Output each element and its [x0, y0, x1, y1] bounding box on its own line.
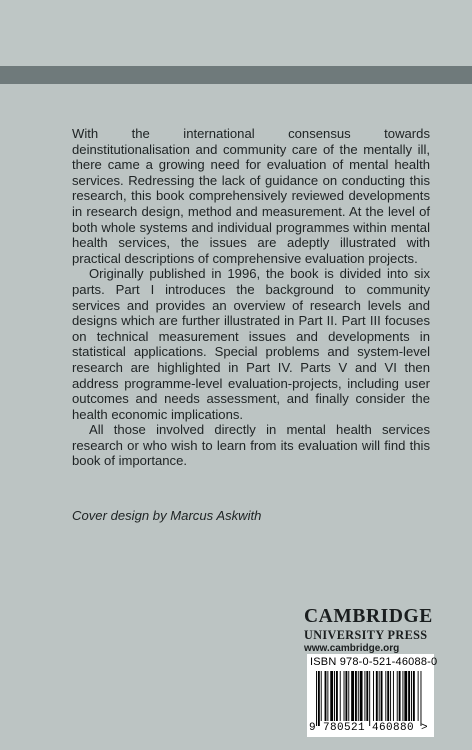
barcode-bar — [397, 671, 398, 721]
barcode-bar — [381, 671, 383, 721]
barcode-bar — [390, 671, 391, 721]
barcode-bar — [393, 671, 394, 721]
isbn-label: ISBN 978-0-521-46088-0 — [310, 656, 438, 668]
barcode-bar — [364, 671, 365, 721]
publisher-subtitle: UNIVERSITY PRESS — [304, 628, 428, 642]
blurb-paragraph-3: All those involved directly in mental health services research or who wish to learn from its evaluation will find this book of importance. — [72, 422, 430, 469]
barcode-bar — [402, 671, 403, 721]
blurb-paragraph-1: With the international consensus towards deinstitutionalisation and community care of the mentally ill, there came a growing need for evaluation of mental health services. Redressing the lack of guidance on conducting this research, this book comprehensively reviewed developments in research design, method and measurement. At the level of both whole systems and individual programmes within mental health services, the issues are adeptly illustrated with practical descriptions of comprehensive evaluation projects. — [72, 126, 430, 266]
barcode-bar — [318, 671, 320, 726]
barcode-bar — [413, 671, 415, 721]
publisher-name: CAMBRIDGE — [304, 606, 433, 627]
cover-stripe — [0, 66, 472, 84]
barcode-bar — [404, 671, 407, 721]
barcode-bar — [355, 671, 357, 721]
barcode-bar — [369, 671, 370, 726]
barcode-bar — [408, 671, 410, 721]
barcode-bar — [336, 671, 338, 721]
barcode-digits: 9 780521 460880 > — [309, 722, 429, 734]
publisher-logo — [304, 607, 434, 655]
barcode-bar — [421, 671, 422, 726]
barcode-bar — [351, 671, 354, 721]
barcode-bar — [325, 671, 327, 721]
barcode-bar — [387, 671, 389, 721]
back-cover-blurb — [72, 126, 430, 469]
publisher-url: www.cambridge.org — [304, 643, 400, 654]
barcode-bar — [376, 671, 378, 721]
cover-top-band — [0, 0, 472, 66]
barcode-bar — [385, 671, 386, 721]
barcode-bar — [334, 671, 335, 721]
barcode-bar — [327, 671, 328, 721]
barcode-bar — [340, 671, 341, 721]
barcode-bar — [411, 671, 412, 721]
barcode-bar — [330, 671, 333, 721]
barcode-bar — [399, 671, 401, 721]
barcode-bar — [344, 671, 345, 721]
blurb-paragraph-2: Originally published in 1996, the book is divided into six parts. Part I introduces the background to community services and provides an overview of research levels and designs which are further illustrated in Part II. Part III focuses on technical measurement issues and developments in statistical applications. Special problems and system-level research are highlighted in Part IV. Parts V and VI then address programme-level evaluation-projects, including user outcomes and needs assessment, and finally consider the health economic implications. — [72, 266, 430, 422]
barcode-bar — [316, 671, 317, 726]
barcode-bar — [345, 671, 347, 721]
cover-design-credit: Cover design by Marcus Askwith — [72, 508, 262, 523]
barcode-bar — [358, 671, 359, 721]
barcode-bar — [373, 671, 374, 721]
barcode-bar — [418, 671, 419, 721]
barcode-bar — [360, 671, 363, 721]
isbn-barcode — [307, 654, 438, 737]
barcode-bar — [348, 671, 349, 721]
barcode-bar — [379, 671, 380, 721]
barcode-bar — [321, 671, 322, 721]
barcode-bar — [366, 671, 368, 721]
